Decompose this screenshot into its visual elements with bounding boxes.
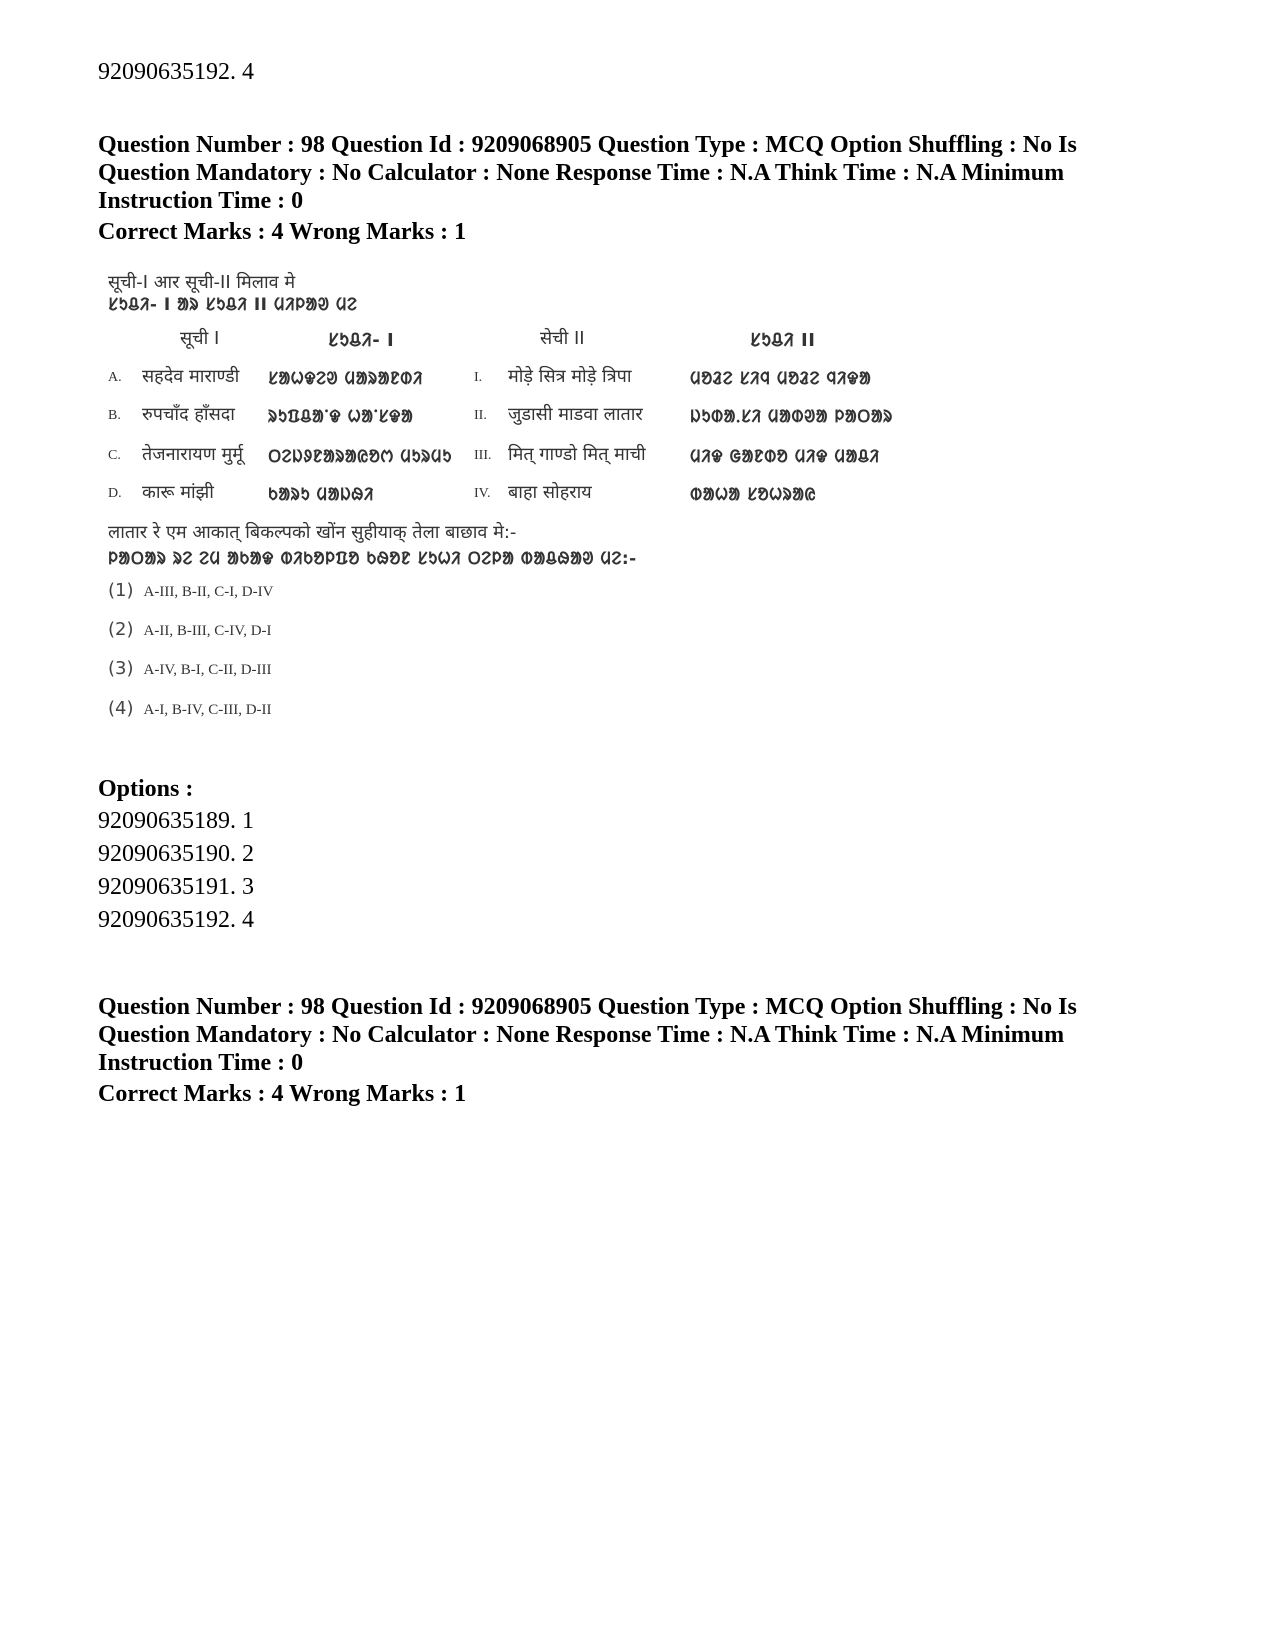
column-2-heading: सेची II [540, 328, 585, 349]
choice-4-number: (4) [108, 698, 134, 719]
row-label-ii: II. [474, 408, 487, 423]
question-header-2-line-3: Instruction Time : 0 [98, 1050, 304, 1076]
choice-4 [108, 698, 272, 719]
column-1-heading-olchiki: ᱥᱩᱪᱤ- I [328, 330, 395, 351]
list1-item-b-olchiki: ᱨᱩᱯᱪᱟᱸᱫ ᱦᱟᱸᱥᱫᱟ [268, 407, 414, 427]
choice-1 [108, 580, 273, 601]
options-title: Options : [98, 776, 194, 802]
list2-item-iv: बाहा सोहराय [508, 482, 592, 503]
row-label-iii: III. [474, 448, 492, 463]
option-item: 92090635191. 3 [98, 874, 254, 900]
row-label-i: I. [474, 370, 483, 385]
list2-item-ii: जुडासी माडवा लातार [508, 404, 643, 425]
question-header-2-line-1: Question Number : 98 Question Id : 9209068905 Question Type : MCQ Option Shuffling : No Is [98, 994, 1077, 1020]
list2-item-i: मोड़े सित्र मोड़े त्रिपा [508, 366, 632, 387]
choice-1-number: (1) [108, 580, 134, 601]
choice-3-number: (3) [108, 658, 134, 679]
list1-item-a-olchiki: ᱥᱟᱦᱫᱮᱣ ᱢᱟᱨᱟᱱᱰᱤ [268, 369, 423, 389]
column-2-heading-olchiki: ᱥᱩᱪᱤ II [750, 330, 816, 351]
question-header-line-1: Question Number : 98 Question Id : 9209068905 Question Type : MCQ Option Shuffling : No Is [98, 132, 1077, 158]
column-1-heading: सूची I [180, 328, 220, 349]
question-header-line-3: Instruction Time : 0 [98, 188, 304, 214]
choice-4-text: A-I, B-IV, C-III, D-II [143, 702, 272, 718]
question-header-2-line-2: Question Mandatory : No Calculator : None Response Time : N.A Think Time : N.A Minimum [98, 1022, 1065, 1048]
list2-item-iii-olchiki: ᱢᱤᱫ ᱜᱟᱱᱰᱚ ᱢᱤᱫ ᱢᱟᱪᱤ [690, 447, 880, 467]
list1-item-b: रुपचाँद हाँसदा [142, 404, 235, 425]
list2-item-i-olchiki: ᱢᱚᱲᱮ ᱥᱤᱧ ᱢᱚᱲᱮ ᱧᱤᱫᱟ [690, 369, 872, 389]
choice-3-text: A-IV, B-I, C-II, D-III [143, 662, 272, 678]
option-item: 92090635189. 1 [98, 808, 254, 834]
choice-2-text: A-II, B-III, C-IV, D-I [143, 623, 272, 639]
question-marks-2: Correct Marks : 4 Wrong Marks : 1 [98, 1081, 467, 1107]
prompt-olchiki: ᱞᱟᱛᱟᱨ ᱨᱮ ᱮᱢ ᱟᱠᱟᱫ ᱵᱤᱠᱚᱞᱯᱚ ᱠᱷᱚᱱ ᱥᱩᱦᱤ ᱛᱮᱞᱟ ᱵᱟᱪᱷᱟᱣ ᱢᱮ:- [108, 549, 637, 569]
row-label-d: D. [108, 486, 122, 501]
choice-3 [108, 658, 272, 679]
choice-2-number: (2) [108, 619, 134, 640]
row-label-b: B. [108, 408, 121, 423]
instruction-devanagari: सूची-I आर सूची-II मिलाव मे [108, 272, 296, 293]
row-label-iv: IV. [474, 486, 491, 501]
list1-item-c: तेजनारायण मुर्मू [142, 444, 243, 465]
question-marks: Correct Marks : 4 Wrong Marks : 1 [98, 219, 467, 245]
choice-1-text: A-III, B-II, C-I, D-IV [143, 584, 274, 600]
previous-answer: 92090635192. 4 [98, 59, 254, 85]
list1-item-d-olchiki: ᱠᱟᱨᱩ ᱢᱟᱡᱷᱤ [268, 485, 374, 505]
question-header-line-2: Question Mandatory : No Calculator : None Response Time : N.A Think Time : N.A Minimum [98, 160, 1065, 186]
choice-2 [108, 619, 272, 640]
question-header-2 [98, 993, 1208, 1077]
list2-item-iii: मित् गाण्डो मित् माची [508, 444, 646, 465]
question-image [100, 270, 930, 760]
question-header [98, 131, 1208, 215]
row-label-c: C. [108, 448, 121, 463]
instruction-olchiki: ᱥᱩᱪᱤ- I ᱟᱨ ᱥᱩᱪᱤ II ᱢᱤᱞᱟᱣ ᱢᱮ [108, 295, 358, 315]
list2-item-ii-olchiki: ᱡᱩᱰᱟᱹᱥᱤ ᱢᱟᱰᱣᱟ ᱞᱟᱛᱟᱨ [690, 407, 893, 427]
option-item: 92090635192. 4 [98, 907, 254, 933]
list1-item-c-olchiki: ᱛᱮᱡᱽᱱᱟᱨᱟᱭᱚᱬ ᱢᱩᱨᱢᱩ [268, 447, 452, 467]
list1-item-a: सहदेव माराण्डी [142, 366, 240, 387]
option-item: 92090635190. 2 [98, 841, 254, 867]
prompt-devanagari: लातार रे एम आकात् बिकल्पको खोंन सुहीयाक् तेला बाछाव मे:- [108, 522, 517, 543]
row-label-a: A. [108, 370, 122, 385]
list1-item-d: कारू मांझी [142, 482, 214, 503]
list2-item-iv-olchiki: ᱵᱟᱦᱟ ᱥᱚᱦᱨᱟᱭ [690, 485, 817, 505]
